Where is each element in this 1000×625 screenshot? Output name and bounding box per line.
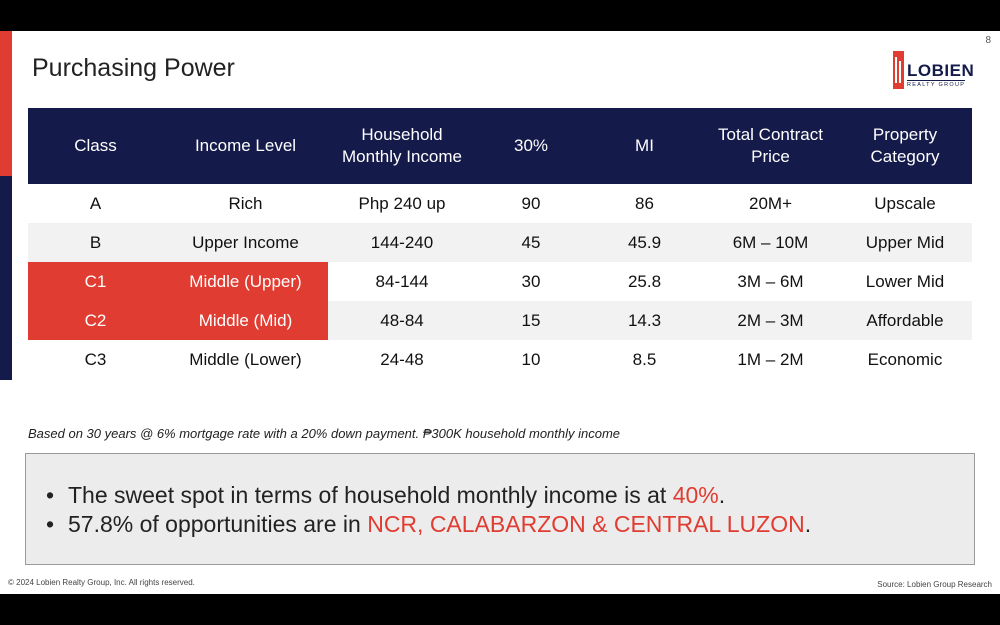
callout-item bbox=[46, 510, 974, 539]
cell-total-contract-price: 20M+ bbox=[749, 193, 792, 213]
callout-suffix: . bbox=[718, 482, 726, 508]
callout-item bbox=[46, 481, 974, 510]
bullet-icon: • bbox=[46, 482, 55, 508]
cell-class: B bbox=[28, 223, 163, 262]
logo-subtitle: REALTY GROUP bbox=[907, 82, 966, 88]
cell-class: A bbox=[89, 193, 102, 213]
header-property-category: Property Category bbox=[838, 108, 972, 184]
table-row bbox=[28, 262, 972, 301]
cell-property-category: Upscale bbox=[874, 193, 936, 213]
lobien-logo bbox=[893, 51, 975, 91]
accent-bar-red bbox=[0, 31, 12, 176]
header-class: Class bbox=[28, 108, 163, 184]
cell-mi: 8.5 bbox=[632, 349, 657, 369]
cell-mi: 45.9 bbox=[586, 223, 703, 262]
cell-mi: 86 bbox=[635, 193, 654, 213]
header-household-monthly-income: Household Monthly Income bbox=[328, 108, 476, 184]
table-header-row bbox=[28, 108, 972, 184]
cell-household-income: 48-84 bbox=[328, 301, 476, 340]
table-row bbox=[28, 301, 972, 340]
cell-income-level: Middle (Lower) bbox=[189, 349, 302, 369]
cell-income-level: Middle (Mid) bbox=[163, 301, 328, 340]
logo-wordmark: LOBIEN bbox=[907, 61, 975, 80]
cell-mi: 14.3 bbox=[586, 301, 703, 340]
cell-class: C3 bbox=[84, 349, 107, 369]
callout-highlight: NCR, CALABARZON & CENTRAL LUZON bbox=[367, 511, 805, 537]
cell-30-percent: 90 bbox=[521, 193, 541, 213]
table-row bbox=[28, 340, 972, 379]
table-row bbox=[28, 184, 972, 223]
cell-total-contract-price: 6M – 10M bbox=[703, 223, 838, 262]
copyright-footer: © 2024 Lobien Realty Group, Inc. All rights reserved. bbox=[8, 578, 195, 587]
table-row bbox=[28, 223, 972, 262]
cell-30-percent: 45 bbox=[476, 223, 586, 262]
cell-class: C2 bbox=[28, 301, 163, 340]
page-number: 8 bbox=[985, 35, 991, 46]
cell-income-level: Rich bbox=[228, 193, 263, 213]
cell-household-income: 144-240 bbox=[328, 223, 476, 262]
header-total-contract-price: Total Contract Price bbox=[703, 108, 838, 184]
slide-title: Purchasing Power bbox=[32, 54, 235, 82]
callout-suffix: . bbox=[804, 511, 812, 537]
cell-income-level: Middle (Upper) bbox=[163, 262, 328, 301]
cell-30-percent: 30 bbox=[521, 271, 541, 291]
footnote: Based on 30 years @ 6% mortgage rate with a 20% down payment. ₱300K household monthly income bbox=[28, 426, 621, 441]
cell-household-income: Php 240 up bbox=[358, 193, 446, 213]
callout-text: 57.8% of opportunities are in bbox=[68, 511, 368, 537]
bullet-icon: • bbox=[46, 511, 55, 537]
header-income-level: Income Level bbox=[163, 108, 328, 184]
accent-bar-navy bbox=[0, 176, 12, 380]
cell-30-percent: 15 bbox=[476, 301, 586, 340]
building-icon bbox=[893, 51, 904, 89]
cell-total-contract-price: 1M – 2M bbox=[737, 349, 804, 369]
callout-highlight: 40% bbox=[672, 482, 719, 508]
cell-total-contract-price: 2M – 3M bbox=[703, 301, 838, 340]
header-30-percent: 30% bbox=[476, 108, 586, 184]
source-footer: Source: Lobien Group Research bbox=[877, 580, 992, 589]
cell-total-contract-price: 3M – 6M bbox=[737, 271, 804, 291]
cell-property-category: Affordable bbox=[838, 301, 972, 340]
callout-text: The sweet spot in terms of household monthly income is at bbox=[68, 482, 673, 508]
cell-income-level: Upper Income bbox=[163, 223, 328, 262]
cell-household-income: 84-144 bbox=[375, 271, 429, 291]
cell-class: C1 bbox=[28, 262, 163, 301]
cell-mi: 25.8 bbox=[627, 271, 662, 291]
cell-property-category: Lower Mid bbox=[865, 271, 945, 291]
callout-box bbox=[25, 453, 975, 565]
cell-household-income: 24-48 bbox=[380, 349, 424, 369]
callout-list bbox=[26, 454, 974, 539]
cell-property-category: Economic bbox=[867, 349, 943, 369]
slide bbox=[0, 31, 1000, 594]
cell-property-category: Upper Mid bbox=[838, 223, 972, 262]
cell-30-percent: 10 bbox=[521, 349, 541, 369]
purchasing-power-table bbox=[28, 108, 972, 379]
header-mi: MI bbox=[586, 108, 703, 184]
